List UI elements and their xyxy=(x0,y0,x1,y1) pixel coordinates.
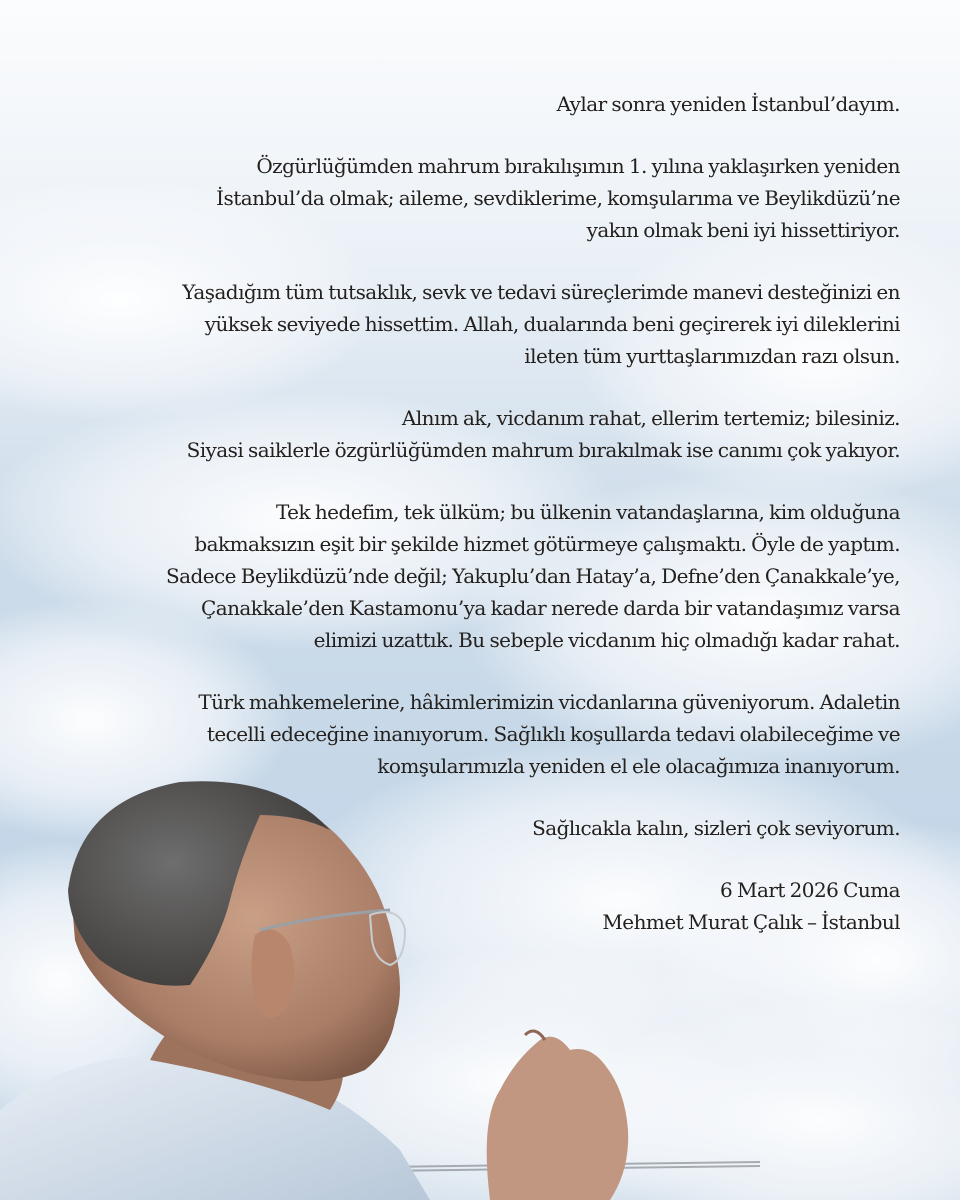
letter-line: Sağlıcakla kalın, sizleri çok seviyorum. xyxy=(532,816,900,840)
letter-paragraph xyxy=(60,88,900,120)
letter-line: Özgürlüğümden mahrum bırakılışımın 1. yılına yaklaşırken yeniden xyxy=(256,154,900,178)
letter-line: Alnım ak, vicdanım rahat, ellerim tertemiz; bilesiniz. xyxy=(401,406,900,430)
letter-line: Tek hedefim, tek ülküm; bu ülkenin vatandaşlarına, kim olduğuna xyxy=(275,500,900,524)
letter-line: Sadece Beylikdüzü’nde değil; Yakuplu’dan Hatay’a, Defne’den Çanakkale’ye, xyxy=(165,564,900,588)
letter-line: komşularımızla yeniden el ele olacağımıza inanıyorum. xyxy=(377,754,900,778)
letter-line: tecelli edeceğine inanıyorum. Sağlıklı koşullarda tedavi olabileceğime ve xyxy=(206,722,900,746)
letter-paragraph xyxy=(60,402,900,466)
letter-paragraph xyxy=(60,150,900,246)
letter-paragraph xyxy=(60,686,900,782)
letter-line: elimizi uzattık. Bu sebeple vicdanım hiç olmadığı kadar rahat. xyxy=(313,628,900,652)
letter-line: Çanakkale’den Kastamonu’ya kadar nerede darda bir vatandaşımız varsa xyxy=(200,596,900,620)
letter-line: Yaşadığım tüm tutsaklık, sevk ve tedavi süreçlerimde manevi desteğinizi en xyxy=(182,280,900,304)
letter-line: yakın olmak beni iyi hissettiriyor. xyxy=(586,218,900,242)
letter-line: Siyasi saiklerle özgürlüğümden mahrum bırakılmak ise canımı çok yakıyor. xyxy=(186,438,900,462)
letter-line: Aylar sonra yeniden İstanbul’dayım. xyxy=(556,92,900,116)
letter-text xyxy=(60,88,900,938)
letter-paragraph xyxy=(60,276,900,372)
letter-line: bakmaksızın eşit bir şekilde hizmet götürmeye çalışmaktı. Öyle de yaptım. xyxy=(194,532,900,556)
letter-paragraph xyxy=(60,812,900,844)
letter-line: ileten tüm yurttaşlarımızdan razı olsun. xyxy=(524,344,900,368)
letter-closing xyxy=(60,874,900,938)
letter-signature: Mehmet Murat Çalık – İstanbul xyxy=(602,910,900,934)
letter-line: Türk mahkemelerine, hâkimlerimizin vicdanlarına güveniyorum. Adaletin xyxy=(198,690,900,714)
letter-line: yüksek seviyede hissettim. Allah, dualarında beni geçirerek iyi dileklerini xyxy=(204,312,900,336)
letter-line: İstanbul’da olmak; aileme, sevdiklerime, komşularıma ve Beylikdüzü’ne xyxy=(216,186,900,210)
letter-paragraph xyxy=(60,496,900,656)
letter-date: 6 Mart 2026 Cuma xyxy=(720,878,900,902)
